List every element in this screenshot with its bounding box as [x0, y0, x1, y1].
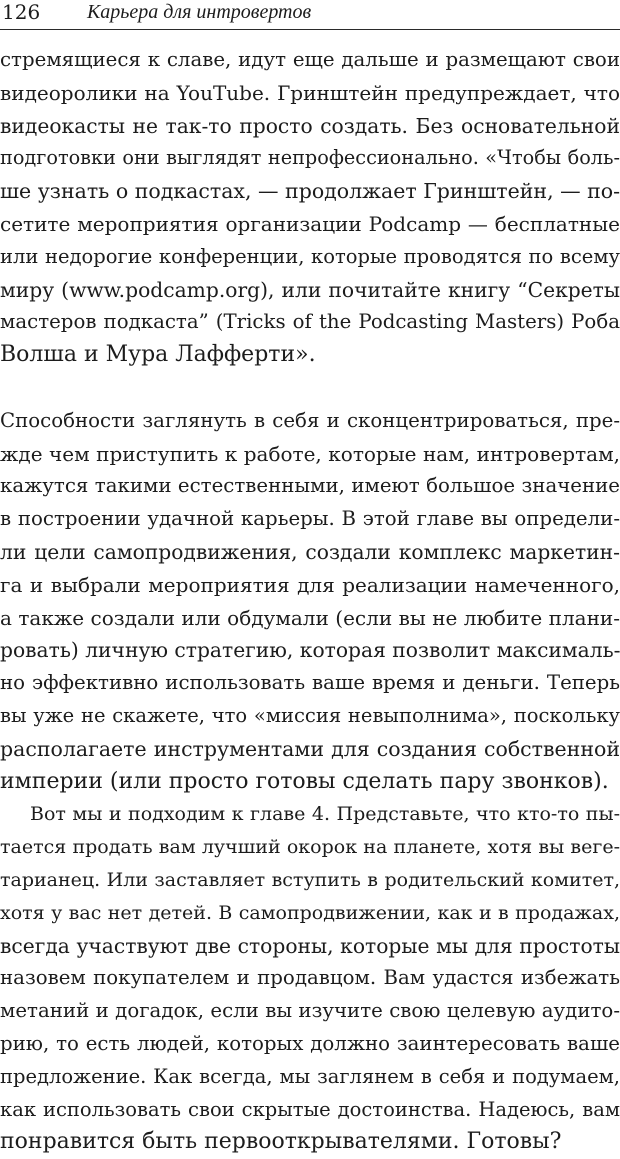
paragraph-gap — [0, 372, 620, 405]
text-line: кажутся такими естественными, имеют большое значение — [0, 474, 620, 498]
text-line: всегда участвуют две стороны, которые мы для простоты — [0, 933, 620, 958]
text-line: в построении удачной карьеры. В этой главе вы определи- — [0, 507, 620, 531]
text-line: или недорогие конференции, которые проводятся по всему — [0, 244, 620, 268]
text-line: понравится быть первооткрывателями. Готовы? — [0, 1129, 562, 1155]
text-line: сетите мероприятия организации Podcamp — бесплатные — [0, 211, 620, 236]
text-line: ровать) личную стратегию, которая позволит максималь- — [0, 638, 620, 663]
text-line: га и выбрали мероприятия для реализации намеченного, — [0, 572, 620, 597]
text-line: тарианец. Или заставляет вступить в родительский комитет, — [0, 868, 620, 891]
text-line: мастеров подкаста” (Tricks of the Podcasting Masters) Роба — [0, 310, 620, 334]
text-line: миру (www.podcamp.org), или почитайте книгу “Секреты — [0, 277, 620, 302]
text-line: располагаете инструментами для создания собственной — [0, 736, 620, 761]
text-line: видеокасты не так-то просто создать. Без основательной — [0, 113, 620, 138]
text-line: предложение. Как всегда, мы заглянем в себя и подумаем, — [0, 1064, 620, 1088]
text-line: рию, то есть людей, которых должно заинтересовать ваше — [0, 1031, 620, 1055]
paragraph-1 — [0, 44, 620, 372]
text-line: видеоролики на YouTube. Гринштейн предупреждает, что — [0, 80, 620, 105]
text-line: вы уже не скажете, что «миссия невыполнима», поскольку — [0, 703, 620, 727]
text-line: как использовать свои скрытые достоинства. Надеюсь, вам — [0, 1097, 620, 1121]
text-line: но эффективно использовать ваше время и деньги. Теперь — [0, 671, 620, 695]
text-line: жде чем приступить к работе, которые нам, интровертам, — [0, 441, 620, 466]
paragraph-2 — [0, 405, 620, 799]
text-line: а также создали или обдумали (если вы не любите плани- — [0, 605, 620, 630]
text-line: Вот мы и подходим к главе 4. Представьте, что кто-то пы- — [30, 803, 620, 826]
text-line: стремящиеся к славе, идут еще дальше и размещают свои — [0, 48, 620, 71]
text-line: метаний и догадок, если вы изучите свою целевую аудито- — [0, 999, 620, 1023]
text-line: ше узнать о подкастах, — продолжает Гринштейн, — по- — [0, 179, 620, 204]
text-line: Способности заглянуть в себя и сконцентрироваться, пре- — [0, 408, 620, 432]
text-line: подготовки они выглядят непрофессионально. «Чтобы боль- — [0, 146, 620, 170]
text-line: назовем покупателем и продавцом. Вам удастся избежать — [0, 966, 620, 990]
body-text — [0, 44, 620, 1159]
text-line: империи (или просто готовы сделать пару звонков). — [0, 768, 609, 794]
text-line: хотя у вас нет детей. В самопродвижении, как и в продажах, — [0, 901, 620, 924]
text-line: ли цели самопродвижения, создали комплекс маркетин- — [0, 539, 620, 564]
text-line: Волша и Мура Лафферти». — [0, 342, 316, 368]
running-header — [0, 0, 620, 30]
page-number: 126 — [2, 0, 41, 24]
running-title: Карьера для интровертов — [87, 1, 312, 23]
paragraph-3 — [0, 798, 620, 1159]
text-line: тается продать вам лучший окорок на планете, хотя вы веге- — [0, 836, 620, 859]
